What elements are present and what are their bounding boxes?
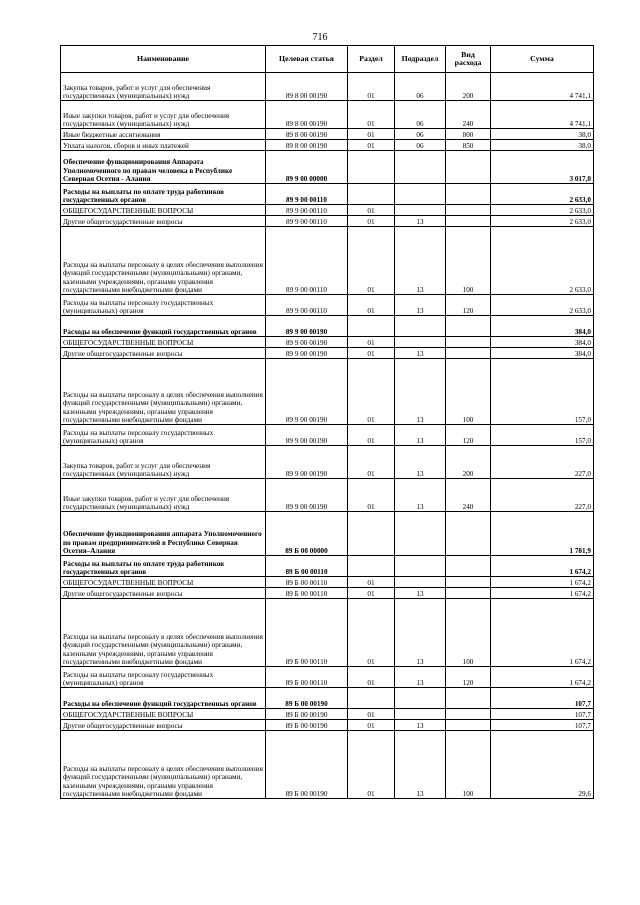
cell-name: Другие общегосударственные вопросы — [61, 588, 266, 599]
table-row — [61, 184, 594, 205]
cell-section: 01 — [348, 588, 395, 599]
cell-subsection: 13 — [395, 295, 446, 316]
cell-sum: 3 017,0 — [491, 151, 594, 184]
cell-name: Расходы на выплаты персоналу государственных (муниципальных) органов — [61, 425, 266, 446]
cell-expense-type: 240 — [446, 101, 491, 129]
budget-table — [60, 45, 594, 799]
cell-sum: 2 633,0 — [491, 216, 594, 227]
table-row — [61, 588, 594, 599]
cell-sum: 157,0 — [491, 359, 594, 425]
cell-section — [348, 512, 395, 556]
cell-section: 01 — [348, 731, 395, 799]
cell-expense-type — [446, 151, 491, 184]
cell-target-article: 89 9 00 00110 — [266, 227, 348, 295]
cell-expense-type — [446, 316, 491, 337]
cell-subsection — [395, 688, 446, 709]
cell-subsection: 13 — [395, 479, 446, 512]
table-row — [61, 720, 594, 731]
cell-expense-type: 120 — [446, 295, 491, 316]
cell-sum: 384,0 — [491, 348, 594, 359]
cell-sum: 107,7 — [491, 709, 594, 720]
cell-target-article: 89 Б 00 00110 — [266, 588, 348, 599]
table-row — [61, 709, 594, 720]
header-section: Раздел — [348, 46, 395, 73]
cell-name: Расходы на выплаты персоналу в целях обеспечения выполнения функций государственными (муниципальными) органами, казенными учреждениями, органами управления государственными внебюджетными фондами — [61, 731, 266, 799]
header-sum: Сумма — [491, 46, 594, 73]
cell-name: Расходы на выплаты персоналу в целях обеспечения выполнения функций государственными (муниципальными) органами, казенными учреждениями, органами управления государственными внебюджетными фондами — [61, 227, 266, 295]
cell-target-article: 89 Б 00 00190 — [266, 688, 348, 709]
cell-expense-type — [446, 588, 491, 599]
page-number: 716 — [312, 32, 328, 43]
header-expense-type: Вид расхода — [446, 46, 491, 73]
cell-name: Иные закупки товаров, работ и услуг для обеспечения государственных (муниципальных) нужд — [61, 101, 266, 129]
cell-subsection — [395, 205, 446, 216]
cell-subsection — [395, 151, 446, 184]
table-row — [61, 556, 594, 577]
cell-name: Уплата налогов, сборов и иных платежей — [61, 140, 266, 151]
cell-subsection: 13 — [395, 359, 446, 425]
cell-section: 01 — [348, 227, 395, 295]
cell-target-article: 89 Б 00 00110 — [266, 667, 348, 688]
cell-sum: 1 674,2 — [491, 588, 594, 599]
cell-name: ОБЩЕГОСУДАРСТВЕННЫЕ ВОПРОСЫ — [61, 337, 266, 348]
cell-sum: 384,0 — [491, 337, 594, 348]
cell-subsection — [395, 709, 446, 720]
cell-sum: 227,0 — [491, 479, 594, 512]
cell-section: 01 — [348, 216, 395, 227]
cell-name: Расходы на выплаты персоналу в целях обеспечения выполнения функций государственными (муниципальными) органами, казенными учреждениями, органами управления государственными внебюджетными фондами — [61, 599, 266, 667]
cell-name: Расходы на выплаты по оплате труда работников государственных органов — [61, 556, 266, 577]
cell-expense-type — [446, 337, 491, 348]
cell-subsection: 13 — [395, 588, 446, 599]
cell-target-article: 89 Б 00 00190 — [266, 720, 348, 731]
cell-subsection: 06 — [395, 101, 446, 129]
cell-target-article: 89 9 00 00110 — [266, 184, 348, 205]
table-row — [61, 425, 594, 446]
cell-target-article: 89 8 00 00190 — [266, 140, 348, 151]
cell-section: 01 — [348, 667, 395, 688]
cell-subsection: 13 — [395, 731, 446, 799]
header-subsection: Подраздел — [395, 46, 446, 73]
cell-sum: 1 674,2 — [491, 577, 594, 588]
table-row — [61, 101, 594, 129]
cell-expense-type: 120 — [446, 425, 491, 446]
table-row — [61, 316, 594, 337]
table-row — [61, 446, 594, 479]
cell-target-article: 89 8 00 00190 — [266, 101, 348, 129]
cell-sum: 2 633,0 — [491, 227, 594, 295]
cell-section: 01 — [348, 446, 395, 479]
cell-section — [348, 151, 395, 184]
cell-expense-type — [446, 348, 491, 359]
cell-target-article: 89 9 00 00190 — [266, 337, 348, 348]
cell-sum: 29,6 — [491, 731, 594, 799]
cell-expense-type: 100 — [446, 227, 491, 295]
cell-section: 01 — [348, 348, 395, 359]
cell-sum: 1 674,2 — [491, 556, 594, 577]
cell-target-article: 89 Б 00 00190 — [266, 731, 348, 799]
cell-target-article: 89 9 00 00190 — [266, 425, 348, 446]
cell-target-article: 89 9 00 00190 — [266, 446, 348, 479]
cell-name: ОБЩЕГОСУДАРСТВЕННЫЕ ВОПРОСЫ — [61, 709, 266, 720]
cell-name: Иные бюджетные ассигнования — [61, 129, 266, 140]
cell-target-article: 89 Б 00 00110 — [266, 577, 348, 588]
cell-subsection: 06 — [395, 140, 446, 151]
cell-section — [348, 316, 395, 337]
cell-expense-type: 800 — [446, 129, 491, 140]
cell-subsection — [395, 512, 446, 556]
cell-target-article: 89 Б 00 00110 — [266, 556, 348, 577]
table-row — [61, 359, 594, 425]
cell-expense-type — [446, 205, 491, 216]
cell-section: 01 — [348, 425, 395, 446]
table-row — [61, 140, 594, 151]
cell-sum: 4 741,1 — [491, 101, 594, 129]
cell-target-article: 89 9 00 00110 — [266, 216, 348, 227]
cell-sum: 38,0 — [491, 140, 594, 151]
cell-target-article: 89 9 00 00110 — [266, 295, 348, 316]
cell-sum: 1 674,2 — [491, 599, 594, 667]
cell-section — [348, 556, 395, 577]
cell-sum: 4 741,1 — [491, 73, 594, 101]
cell-section — [348, 688, 395, 709]
table-row — [61, 599, 594, 667]
cell-expense-type: 100 — [446, 359, 491, 425]
cell-expense-type: 200 — [446, 446, 491, 479]
cell-target-article: 89 8 00 00190 — [266, 73, 348, 101]
cell-sum: 1 674,2 — [491, 667, 594, 688]
cell-sum: 38,0 — [491, 129, 594, 140]
cell-sum: 2 633,0 — [491, 205, 594, 216]
table-row — [61, 688, 594, 709]
cell-target-article: 89 9 00 00190 — [266, 316, 348, 337]
table-row — [61, 73, 594, 101]
table-row — [61, 479, 594, 512]
cell-section: 01 — [348, 599, 395, 667]
cell-sum: 107,7 — [491, 688, 594, 709]
cell-target-article: 89 9 00 00000 — [266, 151, 348, 184]
cell-section: 01 — [348, 140, 395, 151]
cell-expense-type: 240 — [446, 479, 491, 512]
cell-expense-type — [446, 184, 491, 205]
cell-expense-type: 200 — [446, 73, 491, 101]
cell-expense-type: 120 — [446, 667, 491, 688]
table-row — [61, 577, 594, 588]
cell-expense-type: 850 — [446, 140, 491, 151]
cell-sum: 157,0 — [491, 425, 594, 446]
table-header-row — [61, 46, 594, 73]
cell-subsection: 06 — [395, 129, 446, 140]
table-row — [61, 731, 594, 799]
cell-name: Закупка товаров, работ и услуг для обеспечения государственных (муниципальных) нужд — [61, 73, 266, 101]
cell-name: Расходы на обеспечение функций государственных органов — [61, 688, 266, 709]
cell-expense-type — [446, 709, 491, 720]
cell-name: Расходы на выплаты по оплате труда работников государственных органов — [61, 184, 266, 205]
table-row — [61, 348, 594, 359]
table-body — [61, 73, 594, 799]
table-row — [61, 667, 594, 688]
cell-target-article: 89 9 00 00190 — [266, 348, 348, 359]
cell-name: Иные закупки товаров, работ и услуг для обеспечения государственных (муниципальных) нужд — [61, 479, 266, 512]
cell-target-article: 89 9 00 00110 — [266, 205, 348, 216]
cell-target-article: 89 Б 00 00000 — [266, 512, 348, 556]
cell-subsection: 13 — [395, 667, 446, 688]
cell-subsection — [395, 577, 446, 588]
cell-subsection: 13 — [395, 599, 446, 667]
cell-expense-type — [446, 216, 491, 227]
cell-subsection: 13 — [395, 348, 446, 359]
cell-subsection — [395, 316, 446, 337]
table-row — [61, 216, 594, 227]
cell-section: 01 — [348, 577, 395, 588]
cell-section: 01 — [348, 295, 395, 316]
cell-expense-type — [446, 577, 491, 588]
cell-subsection: 13 — [395, 720, 446, 731]
cell-section: 01 — [348, 73, 395, 101]
cell-section: 01 — [348, 720, 395, 731]
cell-name: Другие общегосударственные вопросы — [61, 348, 266, 359]
cell-section — [348, 184, 395, 205]
cell-expense-type — [446, 720, 491, 731]
header-target: Целевая статья — [266, 46, 348, 73]
cell-target-article: 89 9 00 00190 — [266, 359, 348, 425]
cell-target-article: 89 8 00 00190 — [266, 129, 348, 140]
table-row — [61, 205, 594, 216]
cell-sum: 2 633,0 — [491, 295, 594, 316]
cell-section: 01 — [348, 205, 395, 216]
cell-name: Закупка товаров, работ и услуг для обеспечения государственных (муниципальных) нужд — [61, 446, 266, 479]
table-row — [61, 129, 594, 140]
cell-subsection — [395, 184, 446, 205]
cell-section: 01 — [348, 709, 395, 720]
table-row — [61, 337, 594, 348]
cell-name: ОБЩЕГОСУДАРСТВЕННЫЕ ВОПРОСЫ — [61, 577, 266, 588]
cell-sum: 107,7 — [491, 720, 594, 731]
cell-expense-type — [446, 512, 491, 556]
cell-section: 01 — [348, 337, 395, 348]
cell-subsection: 13 — [395, 446, 446, 479]
header-name: Наименование — [61, 46, 266, 73]
cell-subsection: 13 — [395, 425, 446, 446]
cell-name: Обеспечение функционирования аппарата Уполномоченного по правам предпринимателей в Республике Северная Осетия–Алания — [61, 512, 266, 556]
cell-name: Расходы на выплаты персоналу государственных (муниципальных) органов — [61, 295, 266, 316]
cell-name: Расходы на обеспечение функций государственных органов — [61, 316, 266, 337]
cell-subsection — [395, 337, 446, 348]
cell-expense-type — [446, 556, 491, 577]
cell-subsection: 13 — [395, 216, 446, 227]
cell-subsection: 13 — [395, 227, 446, 295]
cell-name: ОБЩЕГОСУДАРСТВЕННЫЕ ВОПРОСЫ — [61, 205, 266, 216]
cell-subsection: 06 — [395, 73, 446, 101]
table-row — [61, 151, 594, 184]
cell-sum: 227,0 — [491, 446, 594, 479]
cell-expense-type: 100 — [446, 731, 491, 799]
table-row — [61, 512, 594, 556]
cell-name: Другие общегосударственные вопросы — [61, 720, 266, 731]
cell-section: 01 — [348, 101, 395, 129]
cell-subsection — [395, 556, 446, 577]
cell-sum: 1 781,9 — [491, 512, 594, 556]
cell-expense-type: 100 — [446, 599, 491, 667]
cell-name: Расходы на выплаты персоналу государственных (муниципальных) органов — [61, 667, 266, 688]
cell-target-article: 89 Б 00 00190 — [266, 709, 348, 720]
cell-section: 01 — [348, 479, 395, 512]
cell-section: 01 — [348, 129, 395, 140]
cell-name: Другие общегосударственные вопросы — [61, 216, 266, 227]
table-row — [61, 227, 594, 295]
table-row — [61, 295, 594, 316]
cell-expense-type — [446, 688, 491, 709]
cell-target-article: 89 9 00 00190 — [266, 479, 348, 512]
cell-sum: 384,0 — [491, 316, 594, 337]
cell-sum: 2 633,0 — [491, 184, 594, 205]
cell-section: 01 — [348, 359, 395, 425]
cell-target-article: 89 Б 00 00110 — [266, 599, 348, 667]
cell-name: Обеспечение функционирования Аппарата Уполномоченного по правам человека в Республике Северная Осетия - Алания — [61, 151, 266, 184]
cell-name: Расходы на выплаты персоналу в целях обеспечения выполнения функций государственными (муниципальными) органами, казенными учреждениями, органами управления государственными внебюджетными фондами — [61, 359, 266, 425]
